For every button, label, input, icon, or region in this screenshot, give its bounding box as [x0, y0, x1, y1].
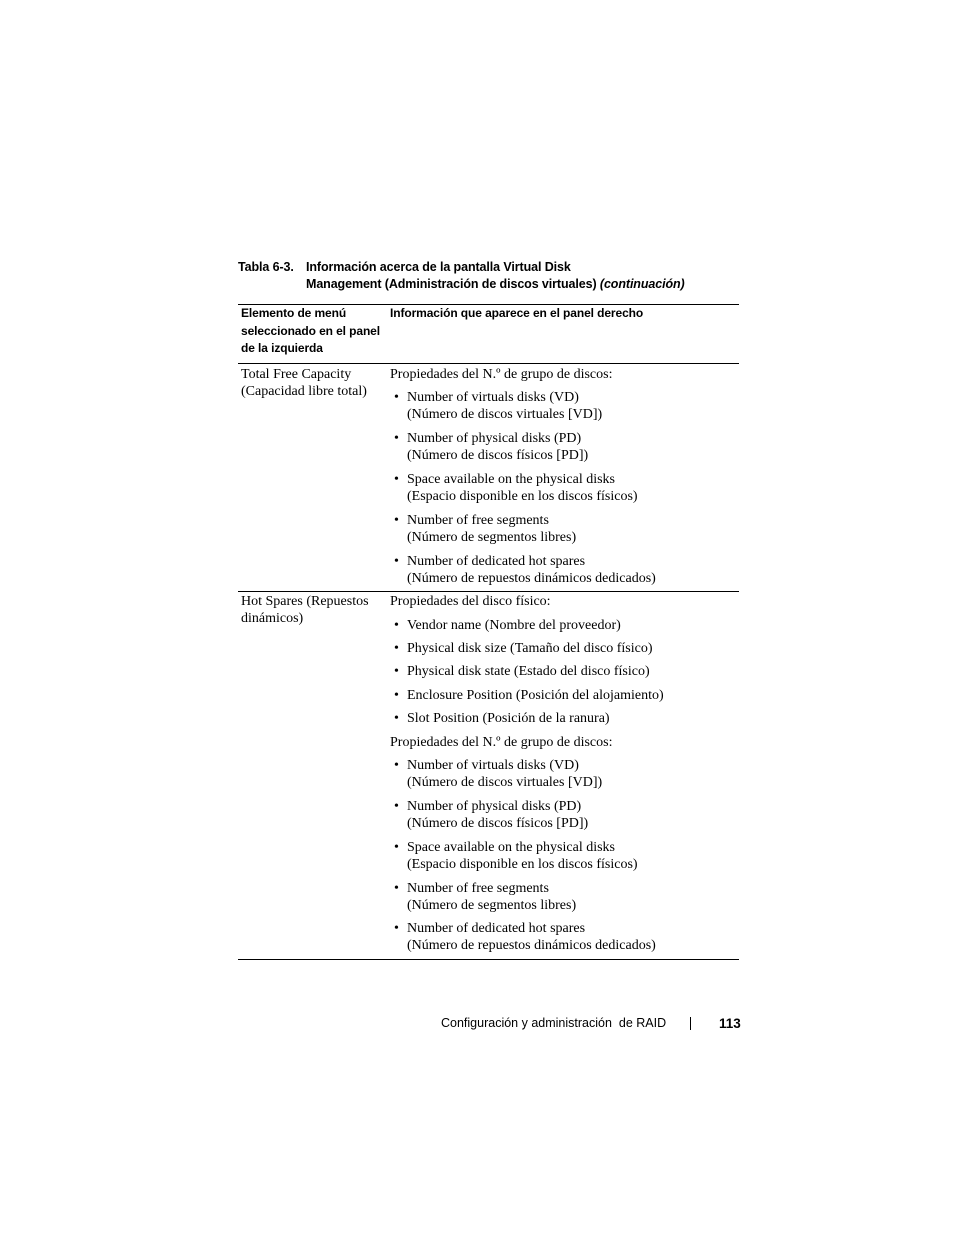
table-caption — [238, 259, 758, 293]
header-rule — [238, 363, 739, 364]
list-item: • Number of physical disks (PD) (Número de discos físicos [PD]) — [390, 798, 735, 832]
column-header-menu-item: Elemento de menú seleccionado en el panel de la izquierda — [241, 306, 380, 355]
table-title-line1: Información acerca de la pantalla Virtual Disk — [306, 260, 571, 274]
row-label-total-free-capacity: Total Free Capacity (Capacidad libre total) — [241, 367, 367, 399]
bullet-list — [390, 617, 735, 727]
row-content-total-free-capacity — [390, 366, 735, 587]
list-item: • Enclosure Position (Posición del alojamiento) — [390, 687, 735, 704]
list-item: • Number of dedicated hot spares (Número de repuestos dinámicos dedicados) — [390, 553, 735, 587]
list-item: • Number of free segments (Número de segmentos libres) — [390, 880, 735, 914]
bullet-list-secondary — [390, 757, 735, 954]
footer-chapter-title: Configuración y administración de RAID — [441, 1016, 667, 1030]
list-item: • Number of physical disks (PD) (Número de discos físicos [PD]) — [390, 430, 735, 464]
list-item: • Number of dedicated hot spares (Número de repuestos dinámicos dedicados) — [390, 920, 735, 954]
list-item: • Number of virtuals disks (VD) (Número de discos virtuales [VD]) — [390, 757, 735, 791]
list-item: • Slot Position (Posición de la ranura) — [390, 710, 735, 727]
column-header-info: Información que aparece en el panel derecho — [390, 306, 644, 320]
table-number: Tabla 6-3. — [238, 260, 294, 274]
table-bottom-rule — [238, 959, 739, 960]
row-label-hot-spares: Hot Spares (Repuestos dinámicos) — [241, 594, 369, 626]
bullet-list — [390, 389, 735, 587]
list-item: • Physical disk state (Estado del disco físico) — [390, 663, 735, 680]
list-item: • Number of virtuals disks (VD) (Número de discos virtuales [VD]) — [390, 389, 735, 423]
list-item: • Vendor name (Nombre del proveedor) — [390, 617, 735, 634]
list-item: • Space available on the physical disks (Espacio disponible en los discos físicos) — [390, 471, 735, 505]
table-continued: (continuación) — [599, 277, 685, 291]
table-title — [306, 259, 758, 293]
row-intro: Propiedades del N.º de grupo de discos: — [390, 367, 613, 382]
footer-separator — [690, 1017, 691, 1030]
list-item: • Number of free segments (Número de segmentos libres) — [390, 512, 735, 546]
list-item: • Physical disk size (Tamaño del disco físico) — [390, 640, 735, 657]
table-title-line2: Management (Administración de discos virtuales) — [306, 277, 597, 291]
page-number: 113 — [719, 1016, 741, 1031]
list-item: • Space available on the physical disks (Espacio disponible en los discos físicos) — [390, 839, 735, 873]
row-intro-secondary: Propiedades del N.º de grupo de discos: — [390, 735, 613, 750]
row-divider — [238, 591, 739, 592]
row-content-hot-spares — [390, 593, 735, 954]
row-intro: Propiedades del disco físico: — [390, 594, 551, 609]
